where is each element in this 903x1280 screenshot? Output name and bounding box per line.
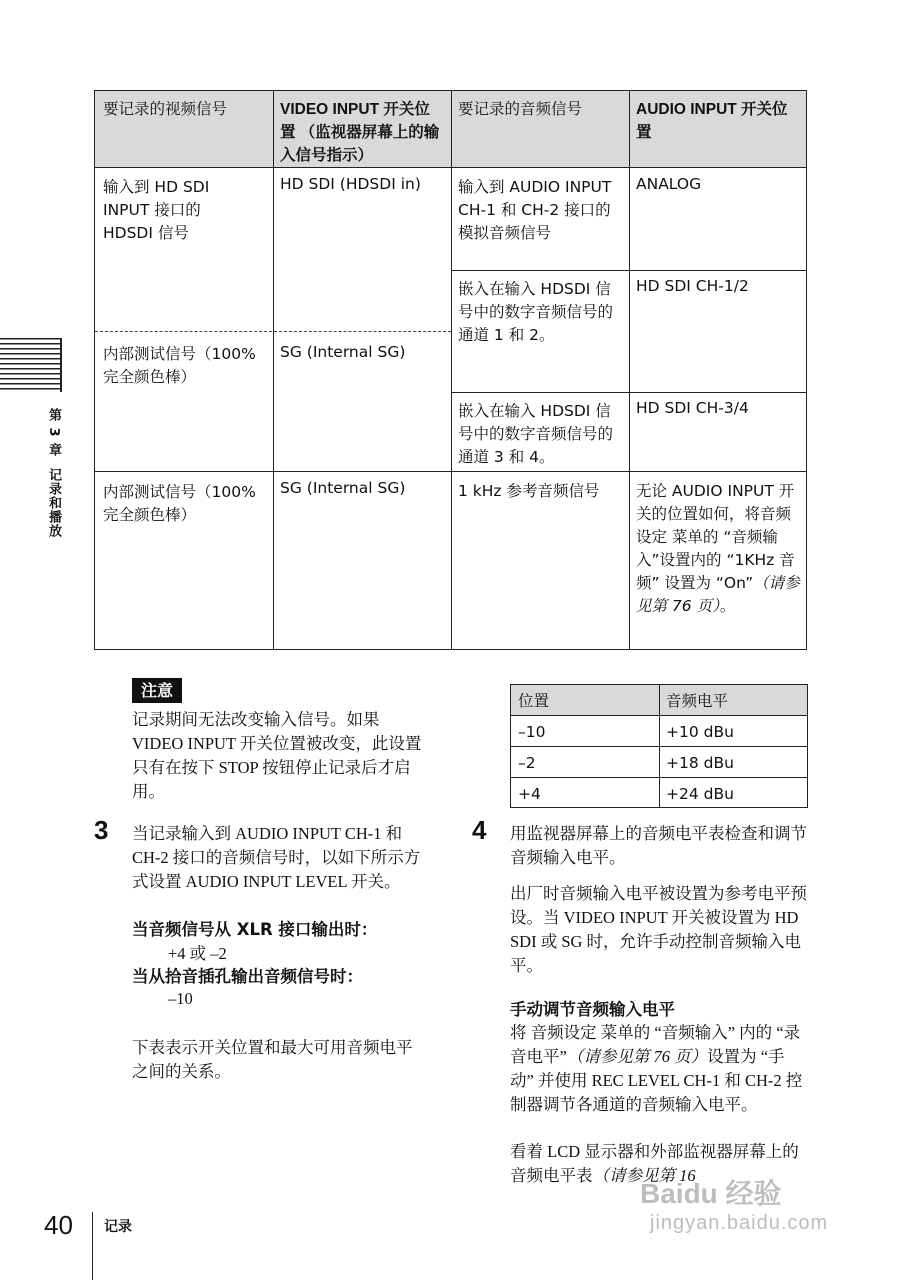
header-audio-input-switch: AUDIO INPUT 开关位置 — [636, 101, 788, 141]
table-intro-text: 下表表示开关位置和最大可用音频电平之间的关系。 — [132, 1038, 413, 1081]
chapter-tab-divider — [60, 338, 62, 392]
cell-video-hdsdi: 输入到 HD SDI INPUT 接口的 HDSDI 信号 — [103, 178, 210, 242]
chapter-number: 第 3 章 — [46, 408, 61, 458]
xlr-heading: 当音频信号从 XLR 接口输出时： — [132, 920, 378, 939]
xlr-value: +4 或 –2 — [168, 944, 227, 963]
cell-video-test-signal: 内部测试信号（100% 完全颜色棒） — [103, 345, 256, 386]
cell-audio-1khz: 1 kHz 参考音频信号 — [458, 482, 600, 500]
cell-1khz-note — [636, 480, 802, 618]
header-video-input-switch: VIDEO INPUT 开关位置 （监视器屏幕上的输入信号指示） — [280, 101, 440, 164]
watermark-url: jingyan.baidu.com — [650, 1212, 829, 1234]
cell-switch-sg: SG (Internal SG) — [280, 343, 406, 361]
mic-heading: 当从拾音插孔输出音频信号时： — [132, 967, 363, 986]
cell-switch-hdsdi: HD SDI (HDSDI in) — [280, 175, 421, 193]
level-row-2-position: –2 — [518, 754, 536, 772]
manual-adjust-heading: 手动调节音频输入电平 — [510, 1000, 675, 1019]
page-ref-16[interactable]: （请参见第 16 — [592, 1166, 696, 1185]
cell-switch-sg-2: SG (Internal SG) — [280, 479, 406, 497]
cell-switch-ch34: HD SDI CH-3/4 — [636, 399, 749, 417]
step-3-number: 3 — [94, 815, 109, 845]
mic-value: –10 — [168, 989, 193, 1008]
level-row-3-position: +4 — [518, 785, 541, 803]
manual-text-1b: 设置为 “手动” 并使用 REC LEVEL CH-1 和 CH-2 控制器调节各通道的音频输入电平。 — [510, 1047, 803, 1114]
level-row-1-level: +10 dBu — [666, 723, 734, 741]
cell-audio-analog: 输入到 AUDIO INPUT CH-1 和 CH-2 接口的模拟音频信号 — [458, 178, 612, 242]
level-row-3-level: +24 dBu — [666, 785, 734, 803]
level-row-1-position: –10 — [518, 723, 546, 741]
header-video-signal: 要记录的视频信号 — [103, 100, 228, 118]
manual-text-2: 看着 LCD 显示器和外部监视器屏幕上的音频电平表 — [510, 1142, 799, 1185]
manual-text-1: 将 音频设定 菜单的 “音频输入” 内的 “录音电平” — [510, 1023, 801, 1066]
step-4-paragraph: 出厂时音频输入电平被设置为参考电平预设。当 VIDEO INPUT 开关被设置为 HD SDI 或 SG 时，允许手动控制音频输入电平。 — [510, 884, 807, 975]
page-ref-76[interactable]: （请参见第 76 页） — [636, 574, 800, 615]
audio-level-table — [510, 684, 808, 808]
page-ref-76-b[interactable]: （请参见第 76 页） — [566, 1047, 708, 1066]
cell-audio-ch34: 嵌入在输入 HDSDI 信号中的数字音频信号的通道 3 和 4。 — [458, 402, 614, 466]
step-3-text: 当记录输入到 AUDIO INPUT CH-1 和 CH-2 接口的音频信号时，以如下所示方式设置 AUDIO INPUT LEVEL 开关。 — [132, 824, 421, 891]
signal-table — [94, 90, 807, 650]
note-text: 无论 AUDIO INPUT 开关的位置如何，将音频设定 菜单的 “音频输入”设置内的 “1KHz 音频” 设置为 “On” — [636, 482, 795, 592]
cell-audio-ch12: 嵌入在输入 HDSDI 信号中的数字音频信号的通道 1 和 2。 — [458, 280, 614, 344]
step-4-text: 用监视器屏幕上的音频电平表检查和调节音频输入电平。 — [510, 824, 807, 867]
footer-divider — [92, 1212, 93, 1280]
chapter-side-label — [44, 408, 63, 538]
watermark-logo: Baidu 经验 — [640, 1178, 782, 1209]
cell-video-test-signal-2: 内部测试信号（100% 完全颜色棒） — [103, 483, 256, 524]
cell-switch-analog: ANALOG — [636, 175, 702, 193]
manual-adjust-text — [510, 1021, 808, 1117]
page-number: 40 — [44, 1210, 73, 1240]
note-end: 。 — [719, 597, 736, 615]
header-audio-signal: 要记录的音频信号 — [458, 100, 583, 118]
note-text: 记录期间无法改变输入信号。如果 VIDEO INPUT 开关位置被改变，此设置只有在按下 STOP 按钮停止记录后才启用。 — [132, 710, 422, 801]
level-header-position: 位置 — [518, 692, 550, 710]
step-4-number: 4 — [472, 815, 487, 845]
level-header-level: 音频电平 — [666, 692, 729, 710]
level-row-2-level: +18 dBu — [666, 754, 734, 772]
chapter-tab-marker — [0, 338, 60, 392]
chapter-title: 记录和播放 — [46, 468, 61, 539]
note-label: 注意 — [132, 678, 182, 703]
footer-section: 记录 — [104, 1219, 132, 1235]
cell-switch-ch12: HD SDI CH-1/2 — [636, 277, 749, 295]
